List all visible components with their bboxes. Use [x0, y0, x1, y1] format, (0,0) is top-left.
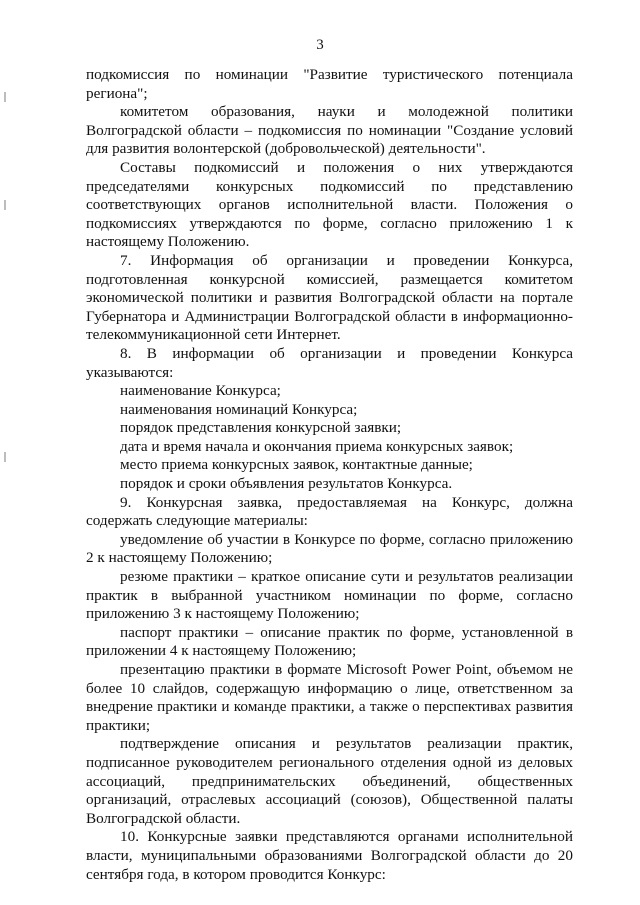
- paragraph: уведомление об участии в Конкурсе по форме, согласно приложению 2 к настоящему Положению;: [86, 530, 573, 567]
- list-item: наименования номинаций Конкурса;: [120, 400, 358, 418]
- list-item: порядок представления конкурсной заявки;: [120, 419, 402, 437]
- paragraph: паспорт практики – описание практик по форме, установленной в приложении 4 к настоящему Положению;: [86, 623, 573, 660]
- page-number: 3: [316, 37, 324, 53]
- scan-edge-mark: [4, 452, 6, 462]
- paragraph: резюме практики – краткое описание сути и результатов реализации практик в выбранной участником номинации по форме, согласно приложению 3 к настоящему Положению;: [86, 568, 573, 623]
- list-item: место приема конкурсных заявок, контактные данные;: [120, 456, 473, 474]
- paragraph: 10. Конкурсные заявки представляются органами исполнительной власти, муниципальными образованиями Волгоградской области до 20 сентября года, в котором проводится Конкурс:: [86, 828, 573, 883]
- document-body: [86, 66, 573, 884]
- paragraph: Составы подкомиссий и положения о них утверждаются председателями конкурсных подкомиссий по представлению соответствующих органов исполнительной власти. Положения о подкомиссиях утверждаются по форме, согласно приложению 1 к настоящему Положению.: [86, 158, 573, 251]
- list-item: порядок и сроки объявления результатов Конкурса.: [120, 475, 453, 493]
- paragraph: 8. В информации об организации и проведении Конкурса указываются:: [86, 344, 573, 381]
- paragraph: подкомиссия по номинации "Развитие туристического потенциала региона";: [86, 66, 573, 102]
- paragraph: 7. Информация об организации и проведении Конкурса, подготовленная конкурсной комиссией, размещается комитетом экономической политики и развития Волгоградской области на портале Губернатора и Администрации Волгоградской области в информационно-телекоммуникационной сети Интернет.: [86, 251, 573, 344]
- list-item: дата и время начала и окончания приема конкурсных заявок;: [120, 437, 514, 455]
- paragraph: презентацию практики в формате Microsoft Power Point, объемом не более 10 слайдов, содержащую информацию о лице, ответственном за внедрение практики и команде практики, а также о перспективах развития практики;: [86, 661, 573, 734]
- scan-edge-mark: [4, 92, 6, 102]
- paragraph: подтверждение описания и результатов реализации практик, подписанное руководителем регионального отделения одной из деловых ассоциаций, предпринимательских объединений, общественных организаций, отраслевых ассоциаций (союзов), Общественной палаты Волгоградской области.: [86, 735, 573, 827]
- scan-edge-mark: [4, 200, 6, 210]
- paragraph: комитетом образования, науки и молодежной политики Волгоградской области – подкомиссия по номинации "Создание условий для развития волонтерской (добровольческой) деятельности".: [86, 103, 573, 158]
- paragraph: 9. Конкурсная заявка, предоставляемая на Конкурс, должна содержать следующие материалы:: [86, 493, 573, 530]
- list-item: наименование Конкурса;: [120, 382, 281, 400]
